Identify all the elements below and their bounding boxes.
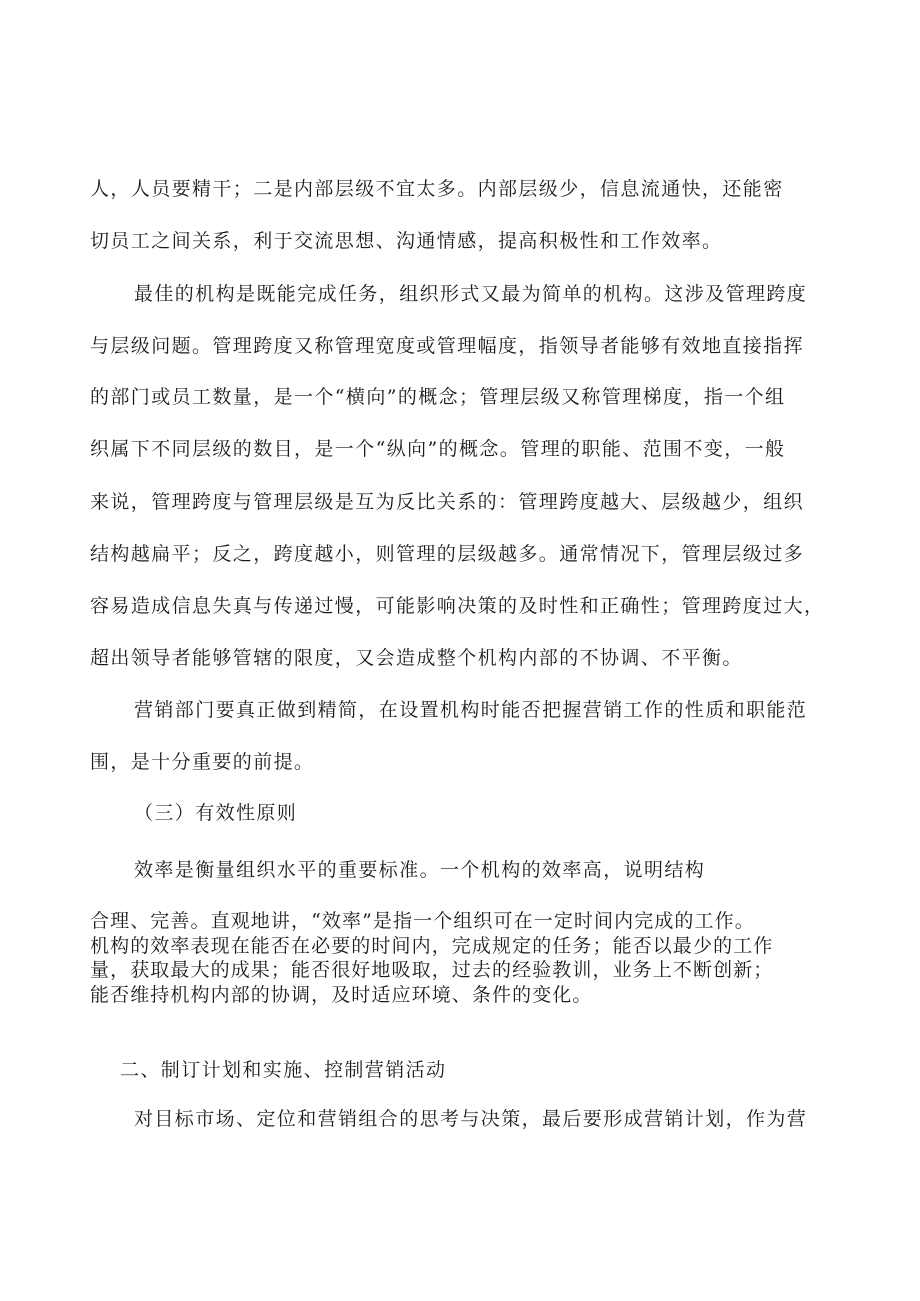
paragraph-line: 营销部门要真正做到精简，在设置机构时能否把握营销工作的性质和职能范 [134,699,808,721]
paragraph-line: 切员工之间关系，利于交流思想、沟通情感，提高积极性和工作效率。 [90,230,723,252]
paragraph-line: 超出领导者能够管辖的限度，又会造成整个机构内部的不协调、不平衡。 [90,647,743,669]
section-heading: 二、制订计划和实施、控制营销活动 [120,1059,447,1081]
section-heading: （三）有效性原则 [134,802,298,824]
paragraph-line: 机构的效率表现在能否在必要的时间内，完成规定的任务；能否以最少的工作 [90,934,774,957]
paragraph-line: 与层级问题。管理跨度又称管理宽度或管理幅度，指领导者能够有效地直接指挥 [90,335,805,357]
paragraph-line: 最佳的机构是既能完成任务，组织形式又最为简单的机构。这涉及管理跨度 [134,283,808,305]
paragraph-line: 人，人员要精干；二是内部层级不宜太多。内部层级少，信息流通快，还能密 [90,178,784,200]
paragraph-line: 容易造成信息失真与传递过慢，可能影响决策的及时性和正确性；管理跨度过大， [90,595,825,617]
paragraph-line: 效率是衡量组织水平的重要标准。一个机构的效率高，说明结构 [134,859,706,881]
paragraph-line: 量，获取最大的成果；能否很好地吸取，过去的经验教训，业务上不断创新； [90,959,774,982]
paragraph-block [90,909,773,1008]
paragraph-line: 的部门或员工数量，是一个“横向”的概念；管理层级又称管理梯度，指一个组 [90,386,786,408]
paragraph-line: 对目标市场、定位和营销组合的思考与决策，最后要形成营销计划，作为营 [134,1108,808,1130]
paragraph-line: 合理、完善。直观地讲，“效率”是指一个组织可在一定时间内完成的工作。 [90,910,755,932]
paragraph-line: 结构越扁平；反之，跨度越小，则管理的层级越多。通常情况下，管理层级过多 [90,543,805,565]
paragraph-line: 围，是十分重要的前提。 [90,751,315,773]
paragraph-line: 能否维持机构内部的协调，及时适应环境、条件的变化。 [90,984,593,1007]
paragraph-line: 织属下不同层级的数目，是一个“纵向”的概念。管理的职能、范围不变，一般 [90,438,786,460]
paragraph-line: 来说，管理跨度与管理层级是互为反比关系的：管理跨度越大、层级越少，组织 [90,491,805,513]
